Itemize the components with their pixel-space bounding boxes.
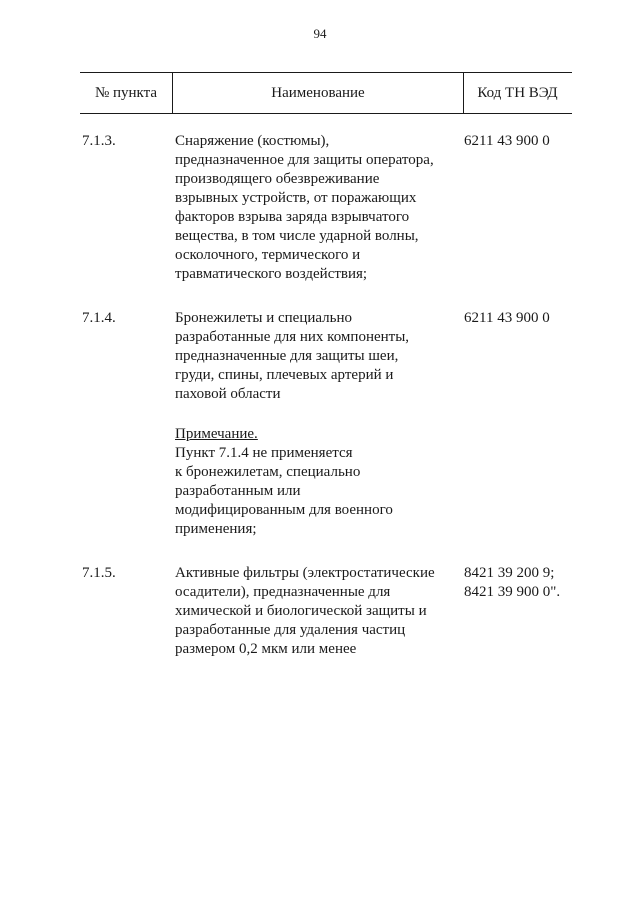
row-3-name-line: химической и биологической защиты и (175, 603, 427, 619)
row-1-name-line: травматического воздействия; (175, 266, 368, 282)
row-1-code-line: 6211 43 900 0 (464, 133, 550, 149)
row-1-code (464, 132, 604, 151)
row-2-name-line: Бронежилеты и специально (175, 310, 353, 326)
row-3-code-line: 8421 39 200 9; (464, 565, 555, 581)
row-1-name (175, 132, 467, 284)
row-3-name (175, 564, 467, 659)
row-3-name-line: Активные фильтры (электростатические (175, 565, 435, 581)
row-3-name-line: осадители), предназначенные для (175, 584, 391, 600)
row-2-note (175, 425, 467, 539)
header-item-name: Наименование (172, 73, 464, 113)
note-line: Пункт 7.1.4 не применяется (175, 445, 353, 461)
row-1-name-line: производящего обезвреживание (175, 171, 380, 187)
row-3-code (464, 564, 604, 602)
row-1-name-line: осколочного, термического и (175, 247, 361, 263)
page-number: 94 (313, 26, 327, 41)
row-3-name-line: размером 0,2 мкм или менее (175, 641, 357, 657)
note-line: применения; (175, 521, 257, 537)
row-1-name-line: Снаряжение (костюмы), (175, 133, 330, 149)
row-2-code (464, 309, 604, 328)
row-2-name-line: предназначенные для защиты шеи, (175, 348, 399, 364)
header-tn-ved-code: Код ТН ВЭД (477, 85, 558, 101)
row-3-code-line: 8421 39 900 0". (464, 584, 561, 600)
note-line: модифицированным для военного (175, 502, 393, 518)
row-3-name-line: разработанные для удаления частиц (175, 622, 406, 638)
row-2-name-line: разработанные для них компоненты, (175, 329, 410, 345)
row-2-name (175, 309, 467, 404)
row-1-name-line: факторов взрыва заряда взрывчатого (175, 209, 410, 225)
note-title: Примечание. (175, 426, 258, 442)
header-item-number: № пункта (94, 85, 158, 101)
row-2-code-line: 6211 43 900 0 (464, 310, 550, 326)
row-1-number: 7.1.3. (82, 133, 116, 149)
row-1-name-line: вещества, в том числе ударной волны, (175, 228, 419, 244)
row-2-number: 7.1.4. (82, 310, 116, 326)
row-2-name-line: паховой области (175, 386, 281, 402)
note-line: к бронежилетам, специально (175, 464, 361, 480)
note-line: разработанным или (175, 483, 301, 499)
row-1-name-line: предназначенное для защиты оператора, (175, 152, 434, 168)
row-2-name-line: груди, спины, плечевых артерий и (175, 367, 394, 383)
table-header (80, 72, 572, 114)
row-1-name-line: взрывных устройств, от поражающих (175, 190, 417, 206)
row-3-number: 7.1.5. (82, 565, 116, 581)
